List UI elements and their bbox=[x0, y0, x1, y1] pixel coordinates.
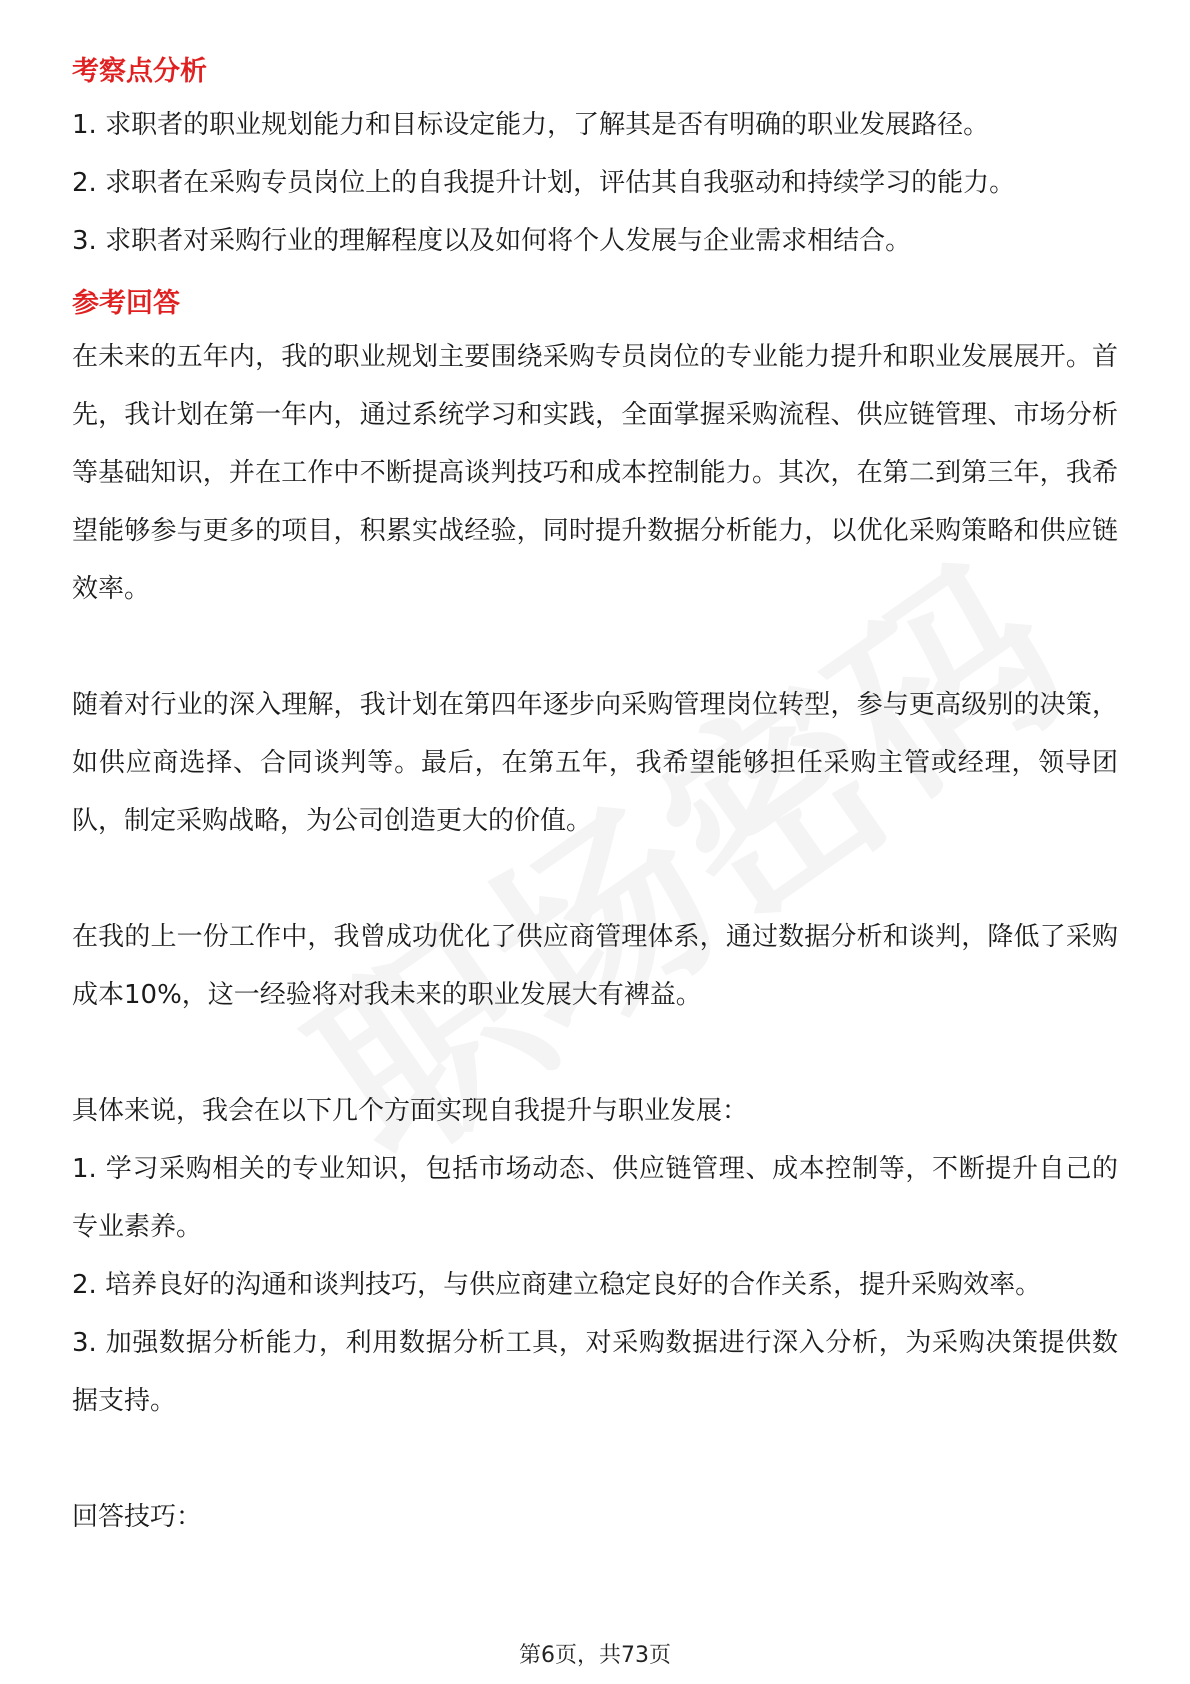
specifics-item: 2. 培养良好的沟通和谈判技巧，与供应商建立稳定良好的合作关系，提升采购效率。 bbox=[72, 1270, 1042, 1300]
answer-paragraph: 在我的上一份工作中，我曾成功优化了供应商管理体系，通过数据分析和谈判，降低了采购成本10%，这一经验将对我未来的职业发展大有裨益。 bbox=[72, 922, 1118, 1010]
specifics-item: 1. 学习采购相关的专业知识，包括市场动态、供应链管理、成本控制等，不断提升自己的专业素养。 bbox=[72, 1154, 1118, 1242]
answer-paragraph: 在未来的五年内，我的职业规划主要围绕采购专员岗位的专业能力提升和职业发展展开。首先，我计划在第一年内，通过系统学习和实践，全面掌握采购流程、供应链管理、市场分析等基础知识，并在工作中不断提高谈判技巧和成本控制能力。其次，在第二到第三年，我希望能够参与更多的项目，积累实战经验，同时提升数据分析能力，以优化采购策略和供应链效率。 bbox=[72, 342, 1118, 604]
specifics-intro: 具体来说，我会在以下几个方面实现自我提升与职业发展： bbox=[72, 1096, 749, 1126]
answer-paragraph: 随着对行业的深入理解，我计划在第四年逐步向采购管理岗位转型，参与更高级别的决策，如供应商选择、合同谈判等。最后，在第五年，我希望能够担任采购主管或经理，领导团队，制定采购战略，为公司创造更大的价值。 bbox=[72, 690, 1118, 836]
answer-heading: 参考回答 bbox=[72, 288, 180, 319]
analysis-item: 3. 求职者对采购行业的理解程度以及如何将个人发展与企业需求相结合。 bbox=[72, 226, 912, 256]
tips-heading: 回答技巧： bbox=[72, 1502, 203, 1532]
specifics-item: 3. 加强数据分析能力，利用数据分析工具，对采购数据进行深入分析，为采购决策提供数据支持。 bbox=[72, 1328, 1118, 1416]
analysis-item: 1. 求职者的职业规划能力和目标设定能力，了解其是否有明确的职业发展路径。 bbox=[72, 110, 990, 140]
page-content bbox=[72, 48, 1118, 1546]
analysis-item: 2. 求职者在采购专员岗位上的自我提升计划，评估其自我驱动和持续学习的能力。 bbox=[72, 168, 1016, 198]
analysis-heading: 考察点分析 bbox=[72, 56, 207, 87]
page-number: 第6页，共73页 bbox=[519, 1643, 671, 1668]
